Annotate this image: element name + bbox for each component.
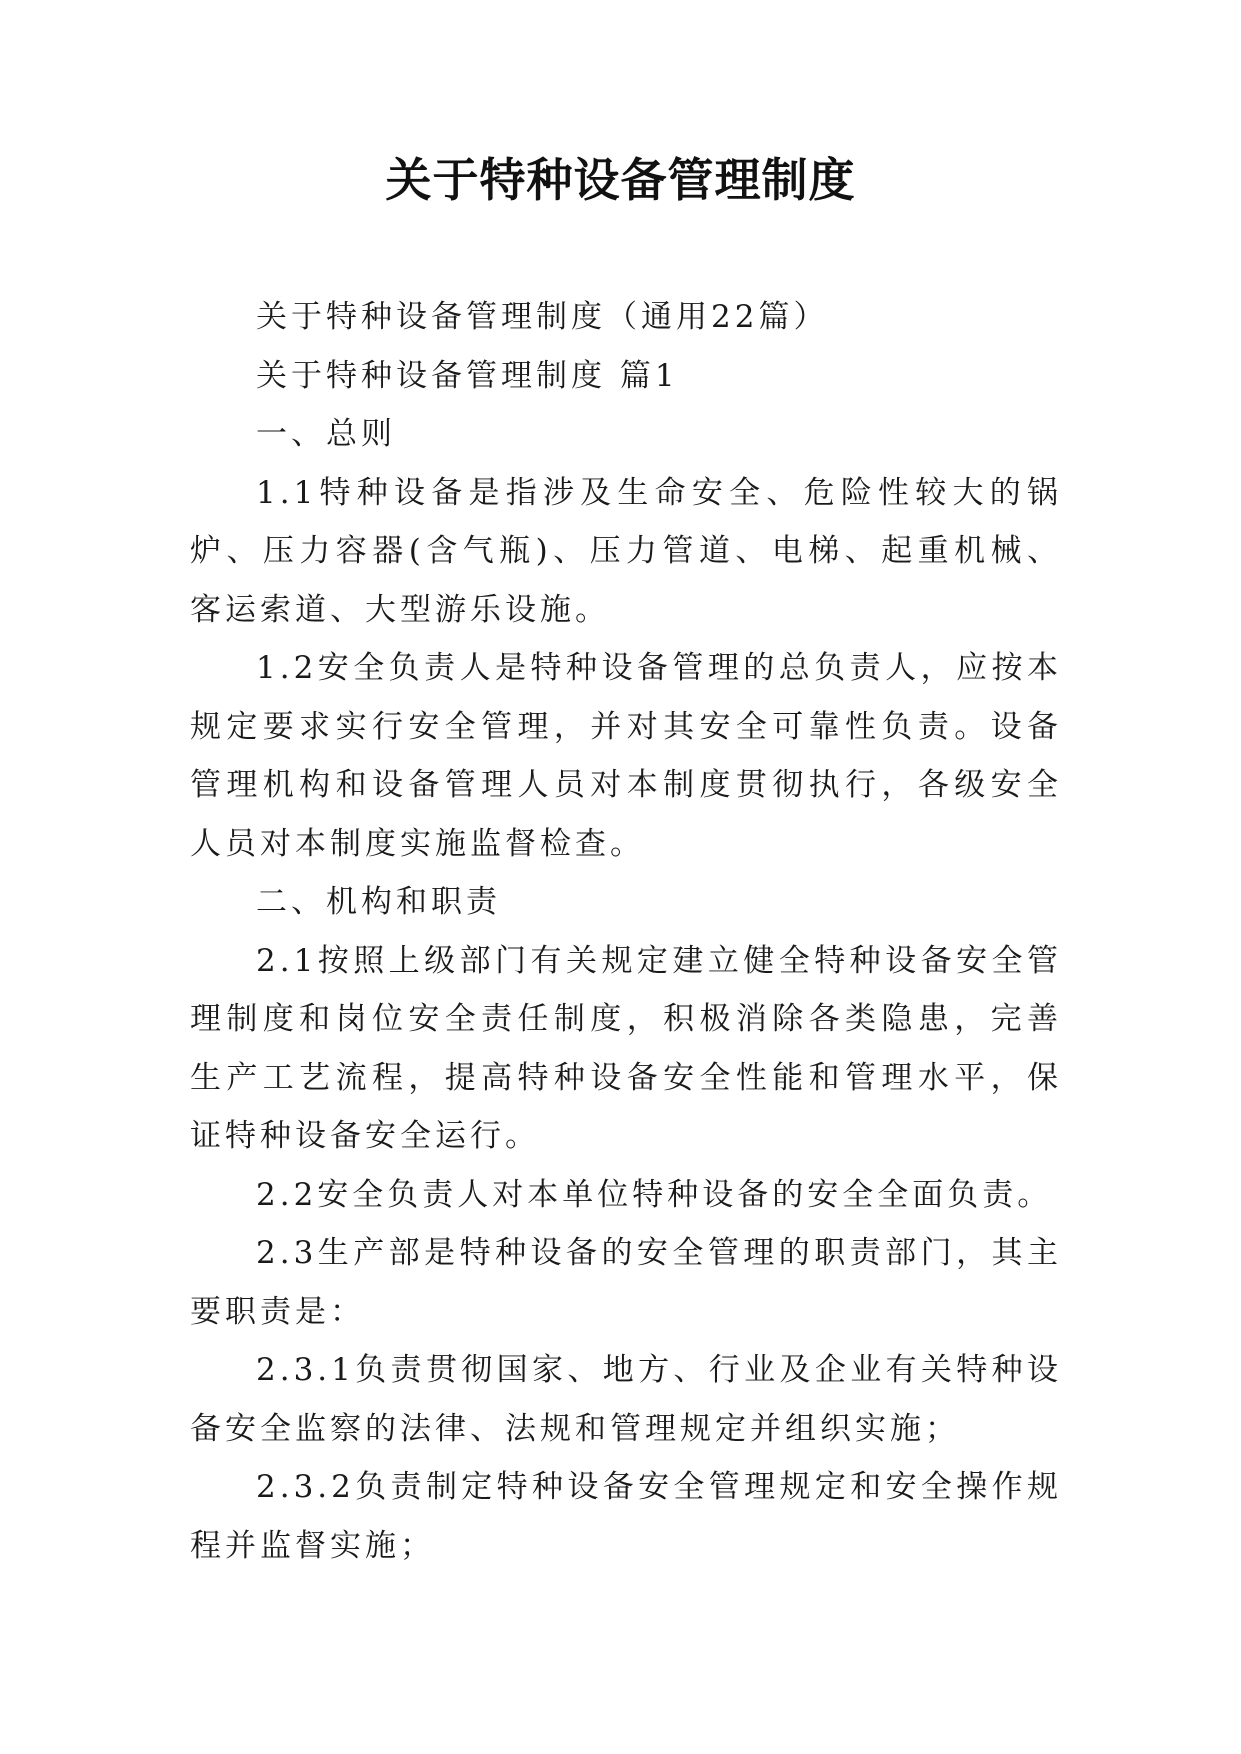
paragraph-2-1: 2.1按照上级部门有关规定建立健全特种设备安全管理制度和岗位安全责任制度，积极消除各类隐患，完善生产工艺流程，提高特种设备安全性能和管理水平，保证特种设备安全运行。 (190, 942, 1062, 1154)
paragraph-1-2: 1.2安全负责人是特种设备管理的总负责人，应按本规定要求实行安全管理，并对其安全可靠性负责。设备管理机构和设备管理人员对本制度贯彻执行，各级安全人员对本制度实施监督检查。 (190, 650, 1062, 862)
paragraph-2-3-2: 2.3.2负责制定特种设备安全管理规定和安全操作规程并监督实施； (190, 1469, 1062, 1564)
paragraph-heading-duties: 二、机构和职责 (256, 884, 501, 920)
paragraph-2-2: 2.2安全负责人对本单位特种设备的安全全面负责。 (256, 1176, 1053, 1213)
paragraph-heading-general: 一、总则 (256, 416, 396, 452)
document-body (190, 288, 1062, 1575)
paragraph-2-3: 2.3生产部是特种设备的安全管理的职责部门，其主要职责是： (190, 1235, 1062, 1330)
paragraph-section-title: 关于特种设备管理制度 篇1 (256, 357, 679, 394)
paragraph-subtitle: 关于特种设备管理制度（通用22篇） (256, 299, 829, 335)
document-title: 关于特种设备管理制度 (385, 153, 856, 207)
paragraph-1-1: 1.1特种设备是指涉及生命安全、危险性较大的锅炉、压力容器(含气瓶)、压力管道、电梯、起重机械、客运索道、大型游乐设施。 (190, 474, 1062, 628)
paragraph-2-3-1: 2.3.1负责贯彻国家、地方、行业及企业有关特种设备安全监察的法律、法规和管理规定并组织实施； (190, 1352, 1062, 1447)
